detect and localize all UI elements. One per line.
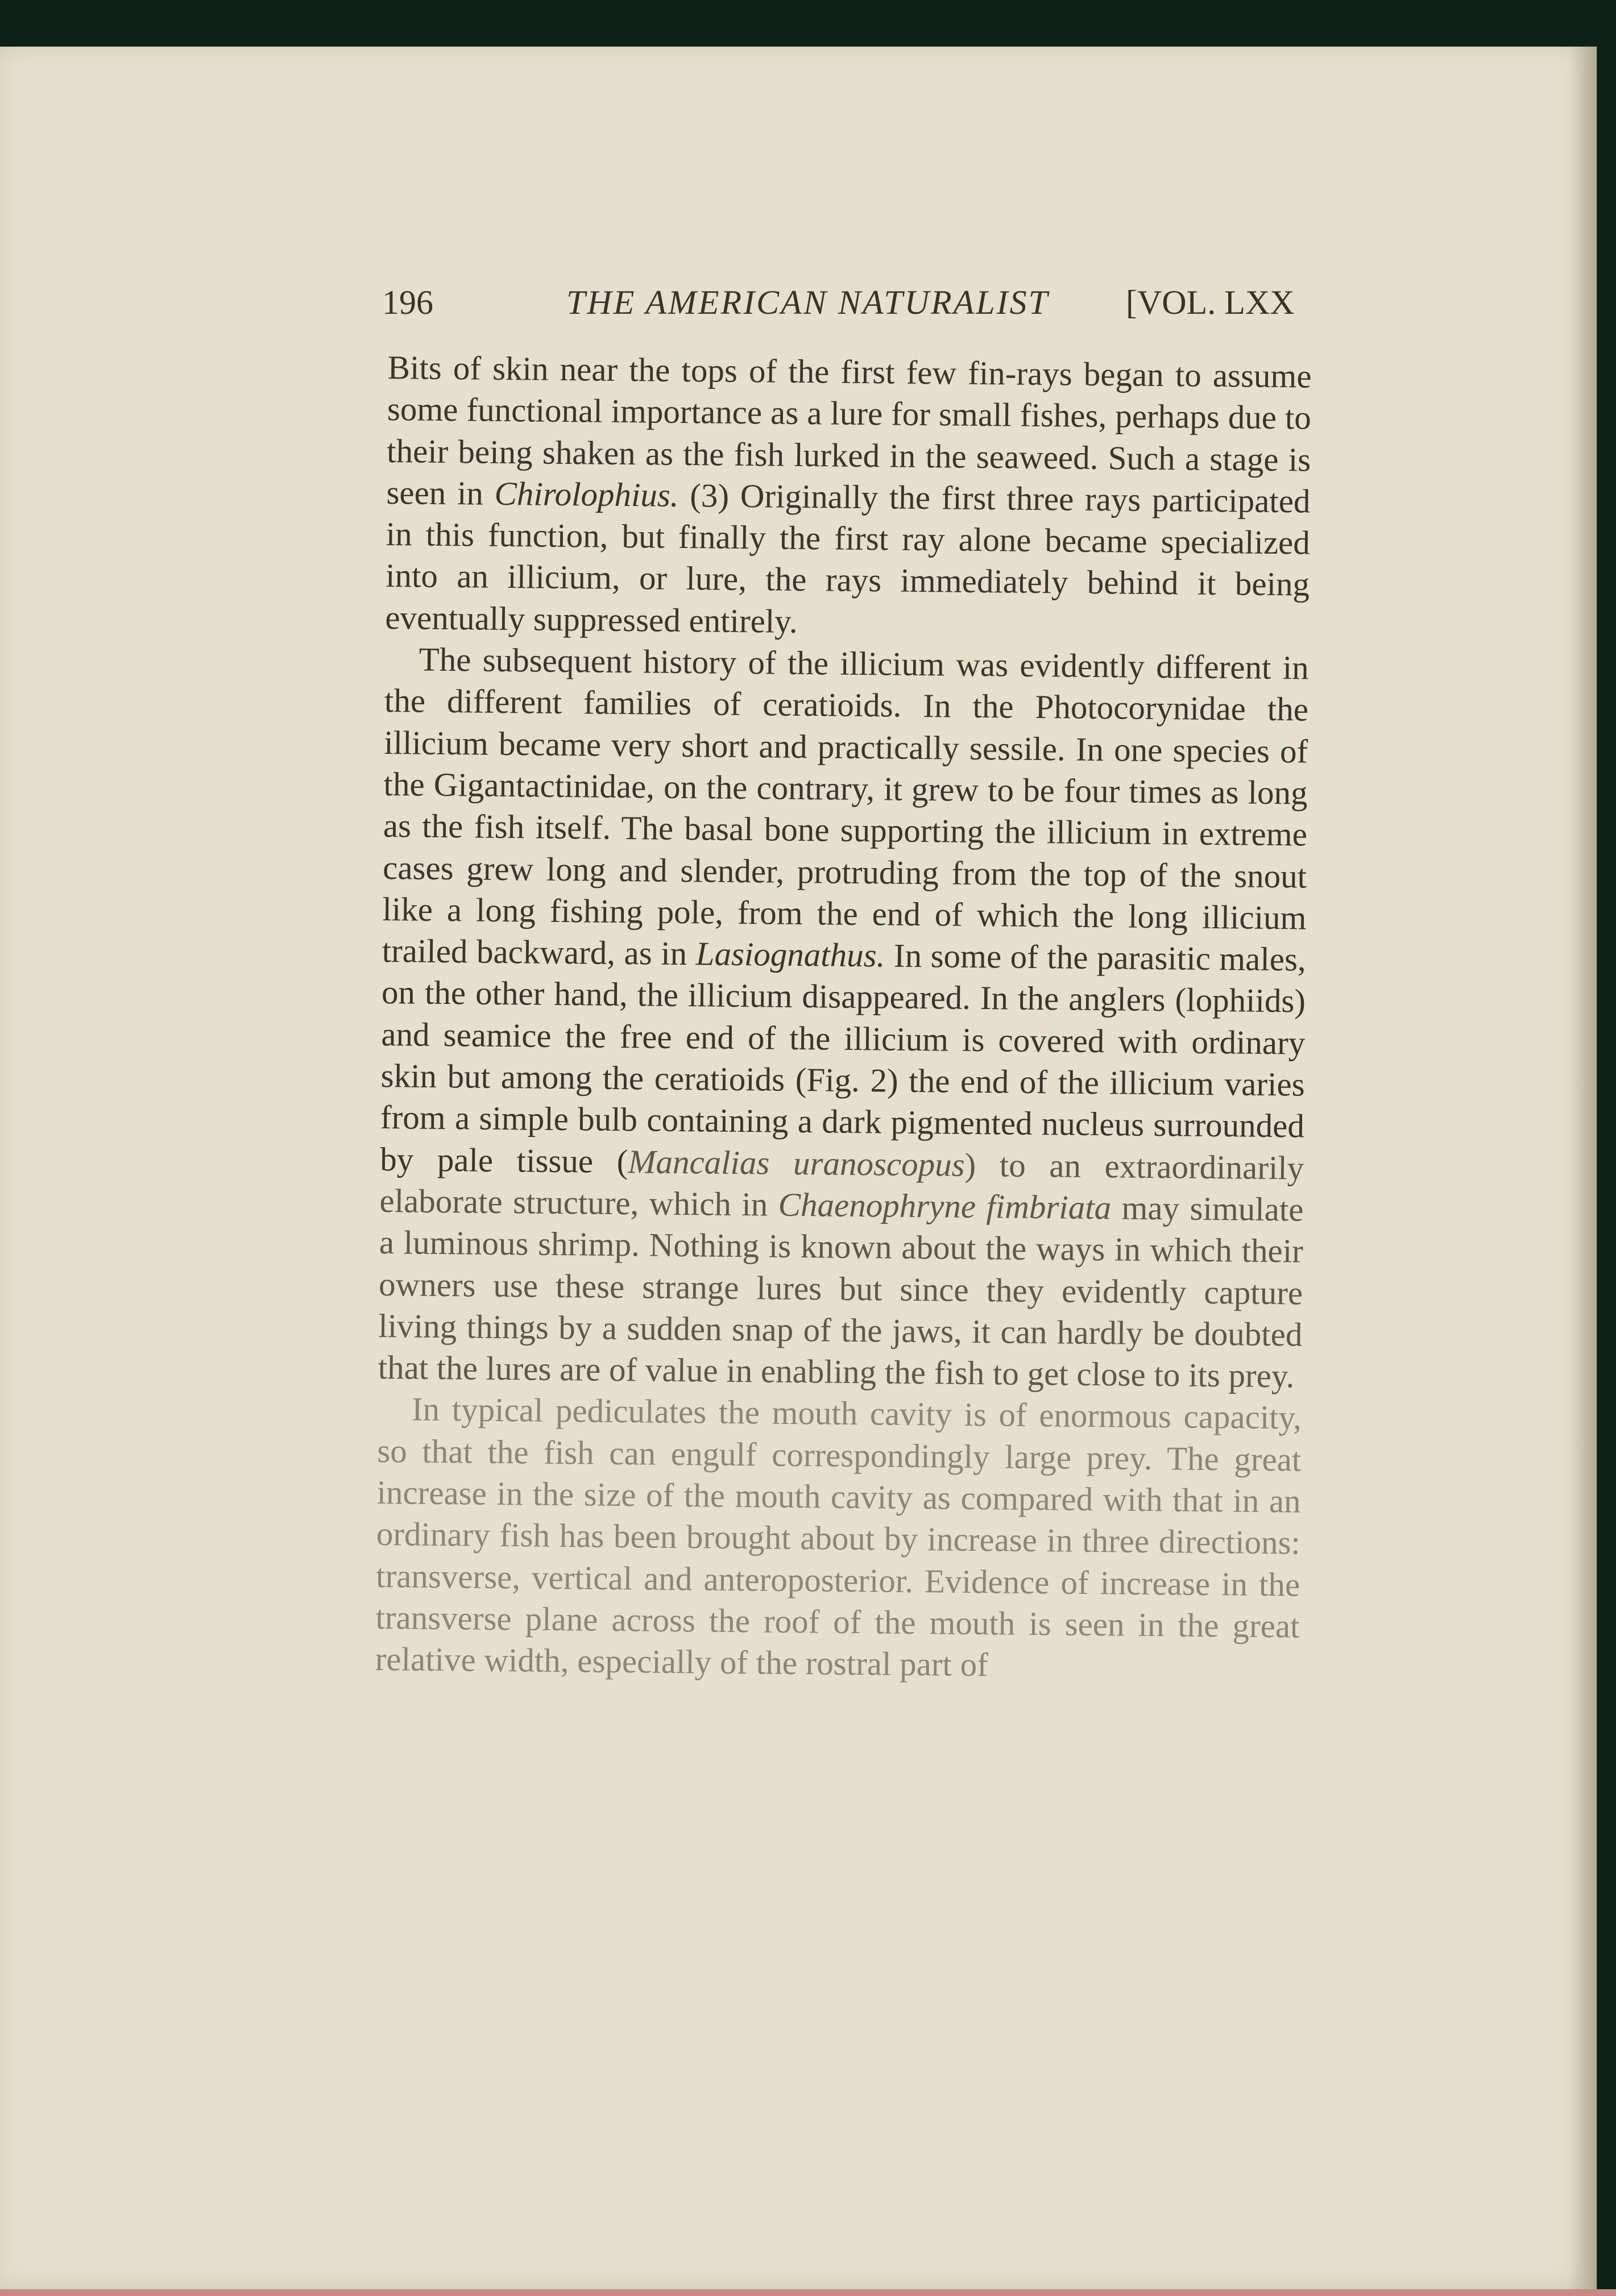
taxon-name: Chirolophius. — [494, 474, 679, 514]
paragraph-1: Bits of skin near the tops of the first few fin-rays began to assume some functional importance as a lure for small fishes, perhaps due to their being shaken as the fish lurked in the seaweed. Such a stage is seen in Chirolophius. (3) Originally the first three rays participated in this function, but finally the first ray alone became specialized into an illicium, or lure, the rays immediately behind it being eventually suppressed entirely. — [385, 348, 1312, 640]
page-number: 196 — [382, 284, 433, 321]
taxon-name: Chaenophryne fimbriata — [778, 1185, 1112, 1227]
taxon-name: Mancalias uranoscopus — [628, 1142, 965, 1184]
taxon-name: Lasiognathus. — [695, 935, 885, 974]
page-edge-shadow — [1569, 47, 1598, 2296]
volume-label: [VOL. LXX — [1126, 284, 1295, 321]
body-text — [375, 347, 1311, 1689]
paragraph-3: In typical pediculates the mouth cavity is of enormous capacity, so that the fish can engulf correspondingly large prey. The great increase in the size of the mouth cavity as compared with that in an ordinary fish has been brought about by increase in three directions: transverse, vertical and anteroposterior. Evidence of increase in the transverse plane across the roof of the mouth is seen in the great relative width, especially of the rostral part of — [375, 1390, 1302, 1684]
paragraph-2: The subsequent history of the illicium was evidently different in the different families of ceratioids. In the Photocorynidae the illicium became very short and practically sessile. In one species of the Gigantactinidae, on the contrary, it grew to be four times as long as the fish itself. The basal bone supporting the illicium in extreme cases grew long and slender, protruding from the top of the snout like a long fishing pole, from the end of which the long illicium trailed backward, as in Lasiognathus. In some of the parasitic males, on the other hand, the illicium disappeared. In the anglers (lophiids) and seamice the free end of the illicium is covered with ordinary skin but among the ceratioids (Fig. 2) the end of the illicium varies from a simple bulb containing a dark pigmented nucleus surrounded by pale tissue (Mancalias uranoscopus) to an extraordinarily elaborate structure, which in Chaenophryne fimbriata may simulate a luminous shrimp. Nothing is known about the ways in which their owners use these strange lures but since they evidently capture living things by a sudden snap of the jaws, it can hardly be doubted that the lures are of value in enabling the fish to get close to its prey. — [378, 640, 1309, 1395]
running-head — [382, 283, 1295, 329]
journal-title: THE AMERICAN NATURALIST — [566, 284, 1050, 321]
page-bottom-edge — [0, 2289, 1616, 2296]
